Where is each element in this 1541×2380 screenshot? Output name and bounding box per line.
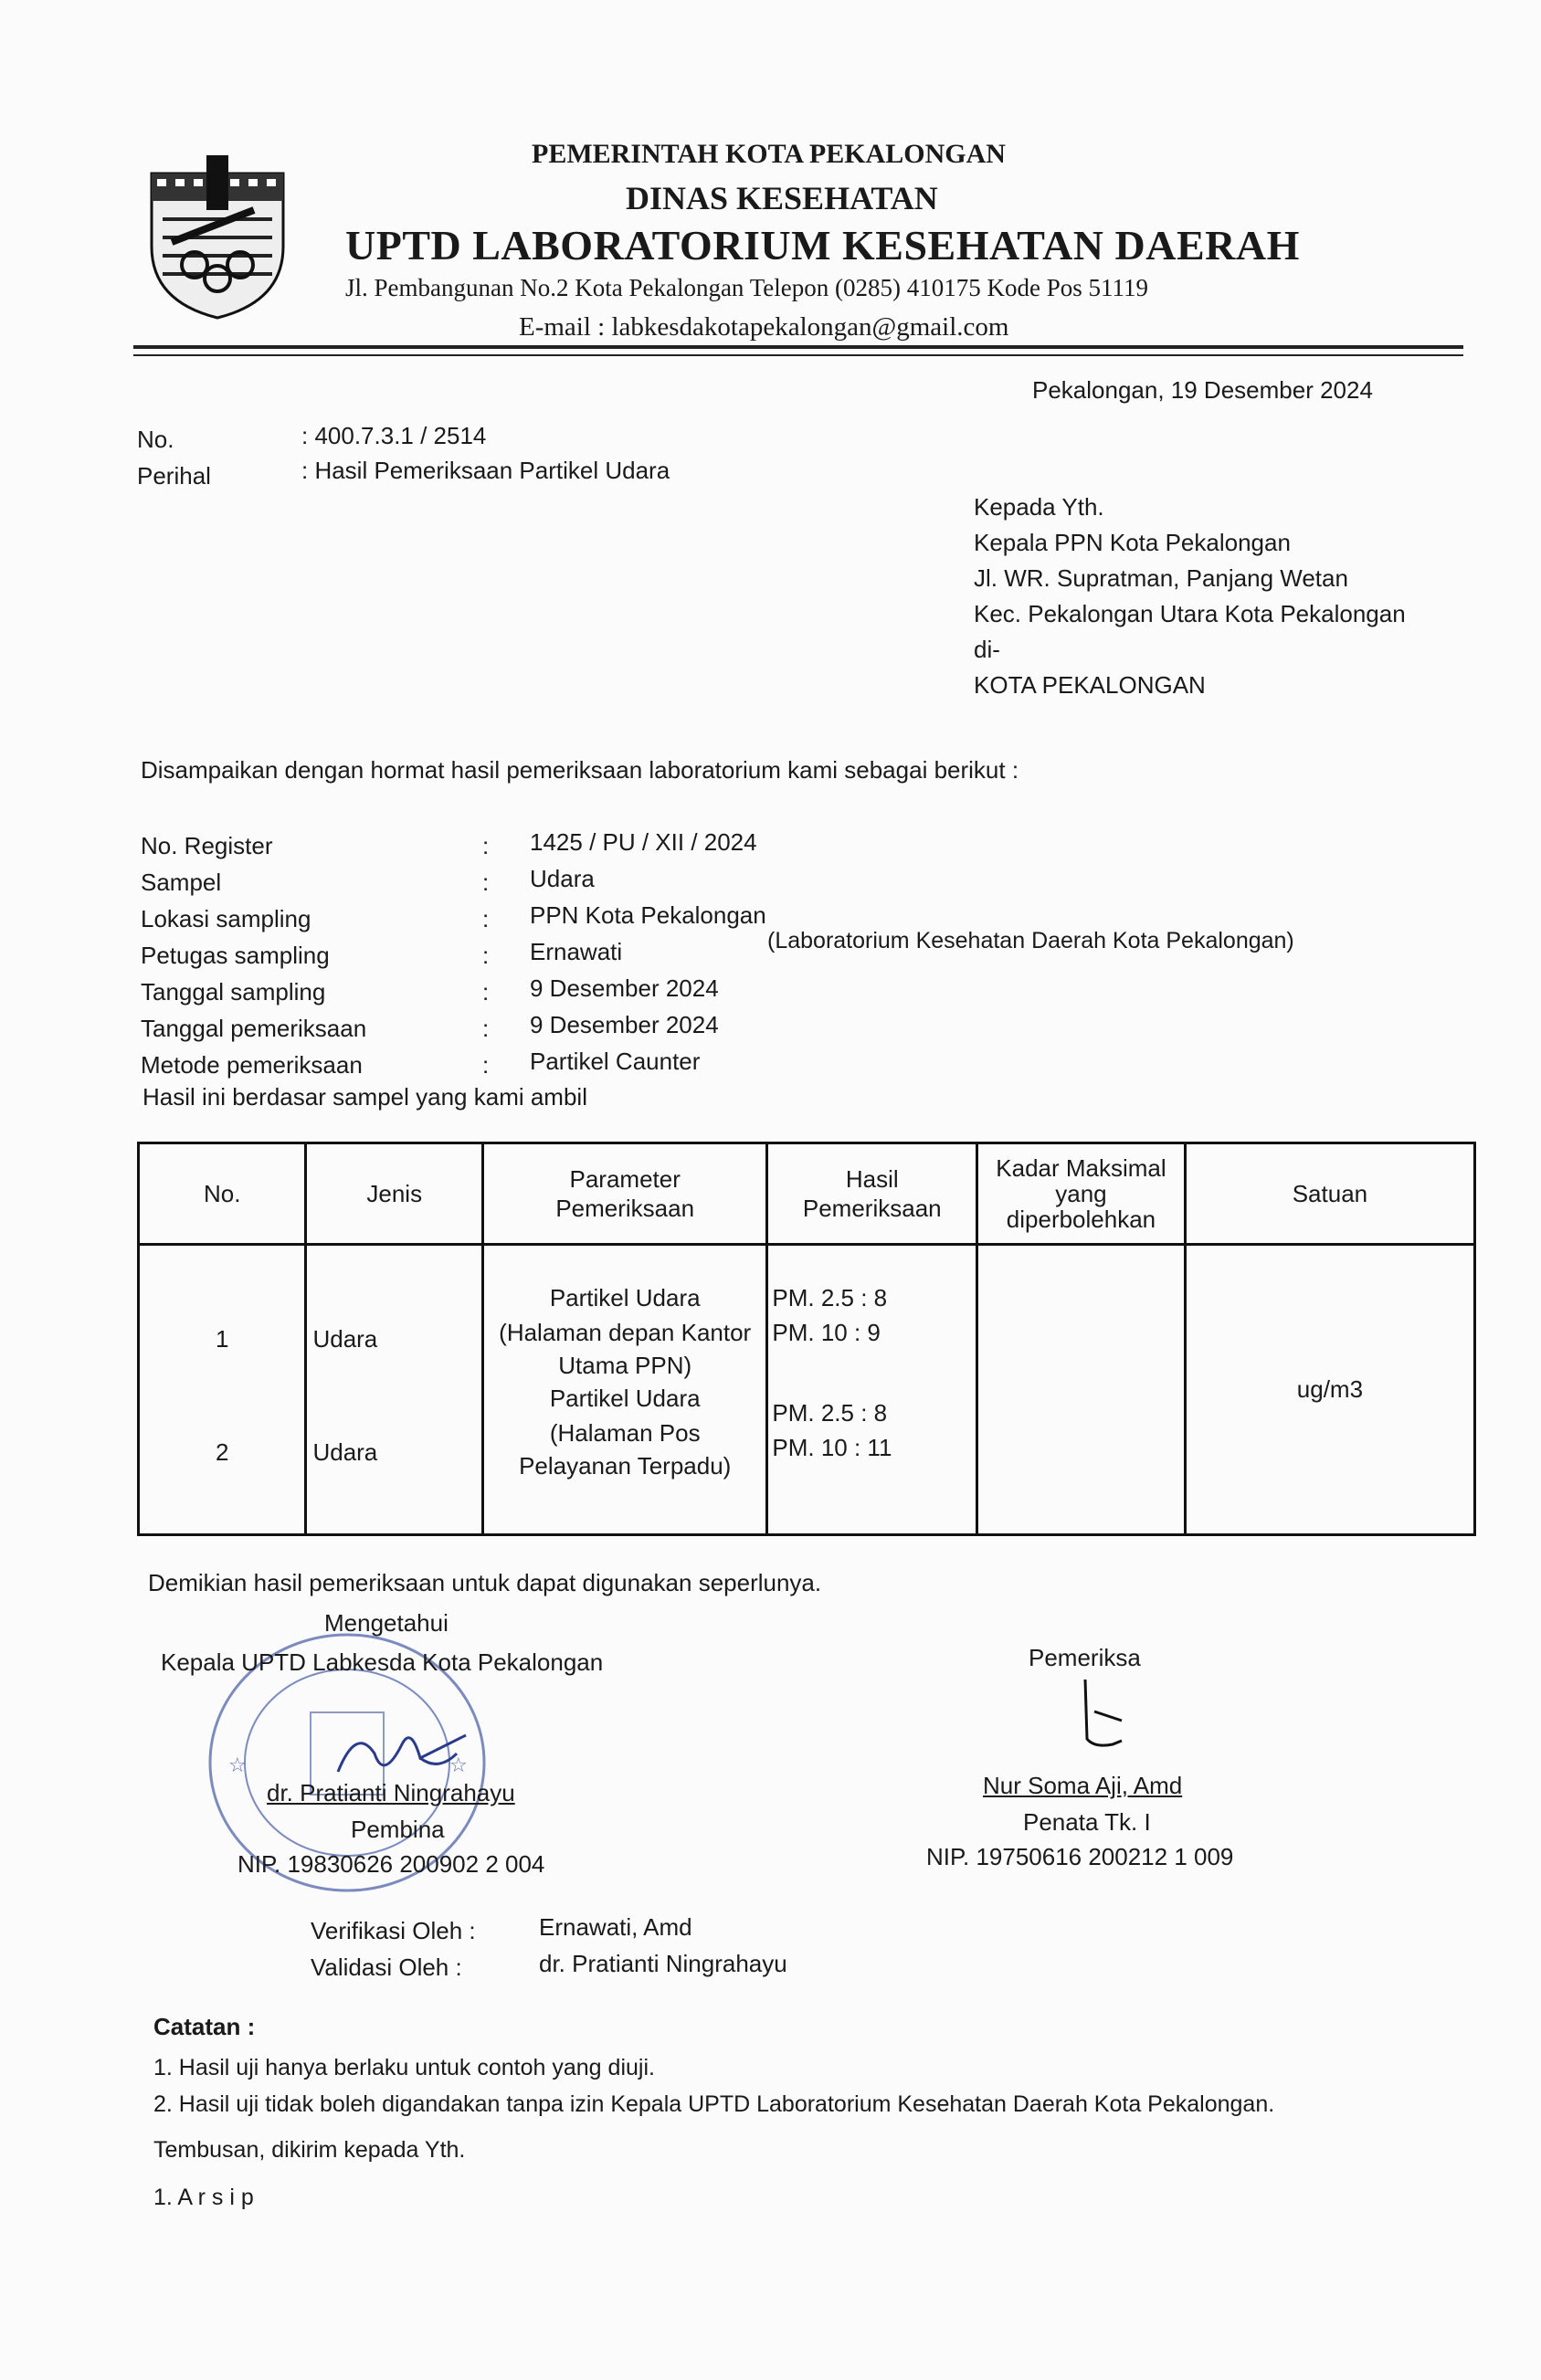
- closing-text: Demikian hasil pemeriksaan untuk dapat digunakan seperlunya.: [148, 1569, 822, 1596]
- verification-label: Verifikasi Oleh :: [311, 1917, 476, 1944]
- param-line: (Halaman Pos: [549, 1419, 701, 1447]
- col-hasil: [767, 1245, 977, 1535]
- cc-title: Tembusan, dikirim kepada Yth.: [153, 2137, 466, 2163]
- left-sign-rank: Pembina: [351, 1816, 445, 1843]
- recipient-line: KOTA PEKALONGAN: [974, 671, 1206, 699]
- note-item: 2. Hasil uji tidak boleh digandakan tanpa izin Kepala UPTD Laboratorium Kesehatan Daerah Kota Pekalongan.: [153, 2091, 1275, 2117]
- signature-mark-right: [1067, 1675, 1140, 1762]
- detail-value: Udara: [530, 865, 595, 892]
- recipient-line: Kepala PPN Kota Pekalongan: [974, 529, 1291, 556]
- svg-text:☆: ☆: [228, 1754, 247, 1777]
- notes-title: Catatan :: [153, 2013, 256, 2040]
- letterhead-address: Jl. Pembangunan No.2 Kota Pekalongan Telepon (0285) 410175 Kode Pos 51119: [345, 274, 1149, 301]
- detail-label: Metode pemeriksaan: [141, 1051, 363, 1079]
- right-sign-nip: NIP. 19750616 200212 1 009: [926, 1843, 1234, 1870]
- verification-value: Ernawati, Amd: [539, 1913, 692, 1941]
- note-item: 1. Hasil uji hanya berlaku untuk contoh yang diuji.: [153, 2055, 655, 2080]
- letterhead-divider-thin: [133, 354, 1463, 356]
- subject-label: Perihal: [137, 462, 211, 490]
- param-line: Utama PPN): [558, 1352, 692, 1379]
- detail-colon: :: [482, 869, 490, 896]
- notes-list: [153, 2049, 1274, 2122]
- col-jenis: [306, 1245, 483, 1535]
- detail-colon: :: [482, 905, 490, 932]
- row-no: 1: [215, 1325, 229, 1353]
- detail-value: Partikel Caunter: [530, 1048, 701, 1075]
- col-kadar: [977, 1245, 1186, 1535]
- param-line: (Halaman depan Kantor: [499, 1319, 752, 1346]
- detail-label: Petugas sampling: [141, 942, 330, 969]
- detail-colon: :: [482, 978, 490, 1006]
- table-header-cell: Kadar Maksimal yang diperbolehkan: [977, 1143, 1186, 1245]
- left-sign-title: Kepala UPTD Labkesda Kota Pekalongan: [161, 1648, 604, 1676]
- row-jenis: Udara: [312, 1438, 378, 1466]
- letter-date: Pekalongan, 19 Desember 2024: [1032, 376, 1373, 404]
- table-header-cell: No.: [139, 1143, 306, 1245]
- col-no: [139, 1245, 306, 1535]
- city-emblem-logo: [144, 155, 290, 320]
- recipient-line: Kepada Yth.: [974, 493, 1104, 521]
- detail-label: Lokasi sampling: [141, 905, 311, 932]
- row-no: 2: [215, 1438, 229, 1466]
- cc-item: 1. A r s i p: [153, 2185, 254, 2210]
- number-value: : 400.7.3.1 / 2514: [301, 422, 487, 449]
- recipient-block: [974, 490, 1406, 703]
- intro-text: Disampaikan dengan hormat hasil pemeriksaan laboratorium kami sebagai berikut :: [141, 756, 1019, 784]
- verification-values: [539, 1909, 787, 1982]
- param-line: Pelayanan Terpadu): [519, 1452, 732, 1480]
- details-colons: [482, 827, 489, 1083]
- table-body-row: [139, 1245, 1475, 1535]
- left-sign-name: dr. Pratianti Ningrahayu: [267, 1779, 515, 1806]
- table-header-cell: Hasil Pemeriksaan: [767, 1143, 977, 1245]
- details-values: [530, 824, 766, 1079]
- hasil-line: PM. 10 : 11: [772, 1434, 892, 1461]
- results-table: [137, 1142, 1476, 1536]
- mengetahui-label: Mengetahui: [324, 1609, 449, 1637]
- verification-value: dr. Pratianti Ningrahayu: [539, 1950, 787, 1977]
- recipient-line: di-: [974, 636, 1000, 663]
- detail-colon: :: [482, 942, 490, 969]
- detail-label: Sampel: [141, 869, 222, 896]
- param-line: Partikel Udara: [549, 1284, 701, 1311]
- recipient-line: Jl. WR. Supratman, Panjang Wetan: [974, 564, 1348, 592]
- recipient-line: Kec. Pekalongan Utara Kota Pekalongan: [974, 600, 1406, 627]
- hasil-line: PM. 2.5 : 8: [772, 1284, 888, 1311]
- detail-value: PPN Kota Pekalongan: [530, 901, 766, 929]
- table-header-cell: Parameter Pemeriksaan: [483, 1143, 767, 1245]
- detail-label: No. Register: [141, 832, 273, 859]
- table-header-row: [139, 1143, 1475, 1245]
- detail-value: 1425 / PU / XII / 2024: [530, 828, 757, 856]
- verification-labels: [311, 1912, 476, 1985]
- param-line: Partikel Udara: [549, 1385, 701, 1412]
- letterhead-email: E-mail : labkesdakotapekalongan@gmail.com: [519, 312, 1009, 342]
- detail-colon: :: [482, 1051, 490, 1079]
- col-param: [483, 1245, 767, 1535]
- right-sign-title: Pemeriksa: [1029, 1644, 1141, 1671]
- basis-note: Hasil ini berdasar sampel yang kami ambil: [142, 1083, 587, 1111]
- subject-value: : Hasil Pemeriksaan Partikel Udara: [301, 457, 670, 484]
- right-sign-rank: Penata Tk. I: [1023, 1808, 1151, 1836]
- row-jenis: Udara: [312, 1325, 378, 1353]
- detail-value: Ernawati: [530, 938, 623, 965]
- hasil-line: PM. 10 : 9: [772, 1319, 881, 1346]
- detail-colon: :: [482, 832, 490, 859]
- col-satuan: [1185, 1245, 1474, 1535]
- satuan-value: ug/m3: [1296, 1375, 1364, 1403]
- letterhead-unit: UPTD LABORATORIUM KESEHATAN DAERAH: [345, 222, 1300, 269]
- detail-label: Tanggal sampling: [141, 978, 326, 1006]
- left-sign-nip: NIP. 19830626 200902 2 004: [237, 1850, 545, 1878]
- number-label: No.: [137, 426, 174, 453]
- right-sign-name: Nur Soma Aji, Amd: [983, 1772, 1183, 1799]
- petugas-note: (Laboratorium Kesehatan Daerah Kota Pekalongan): [767, 928, 1294, 953]
- details-labels: [141, 827, 366, 1083]
- detail-colon: :: [482, 1015, 490, 1042]
- letterhead-government: PEMERINTAH KOTA PEKALONGAN: [532, 139, 1006, 169]
- detail-value: 9 Desember 2024: [530, 1011, 719, 1038]
- table-header-cell: Satuan: [1185, 1143, 1474, 1245]
- table-header-cell: Jenis: [306, 1143, 483, 1245]
- letterhead-divider-thick: [133, 345, 1463, 349]
- svg-text:☆: ☆: [449, 1754, 468, 1777]
- hasil-line: PM. 2.5 : 8: [772, 1399, 888, 1427]
- letterhead-department: DINAS KESEHATAN: [626, 180, 938, 216]
- detail-value: 9 Desember 2024: [530, 974, 719, 1002]
- verification-label: Validasi Oleh :: [311, 1953, 462, 1981]
- detail-label: Tanggal pemeriksaan: [141, 1015, 367, 1042]
